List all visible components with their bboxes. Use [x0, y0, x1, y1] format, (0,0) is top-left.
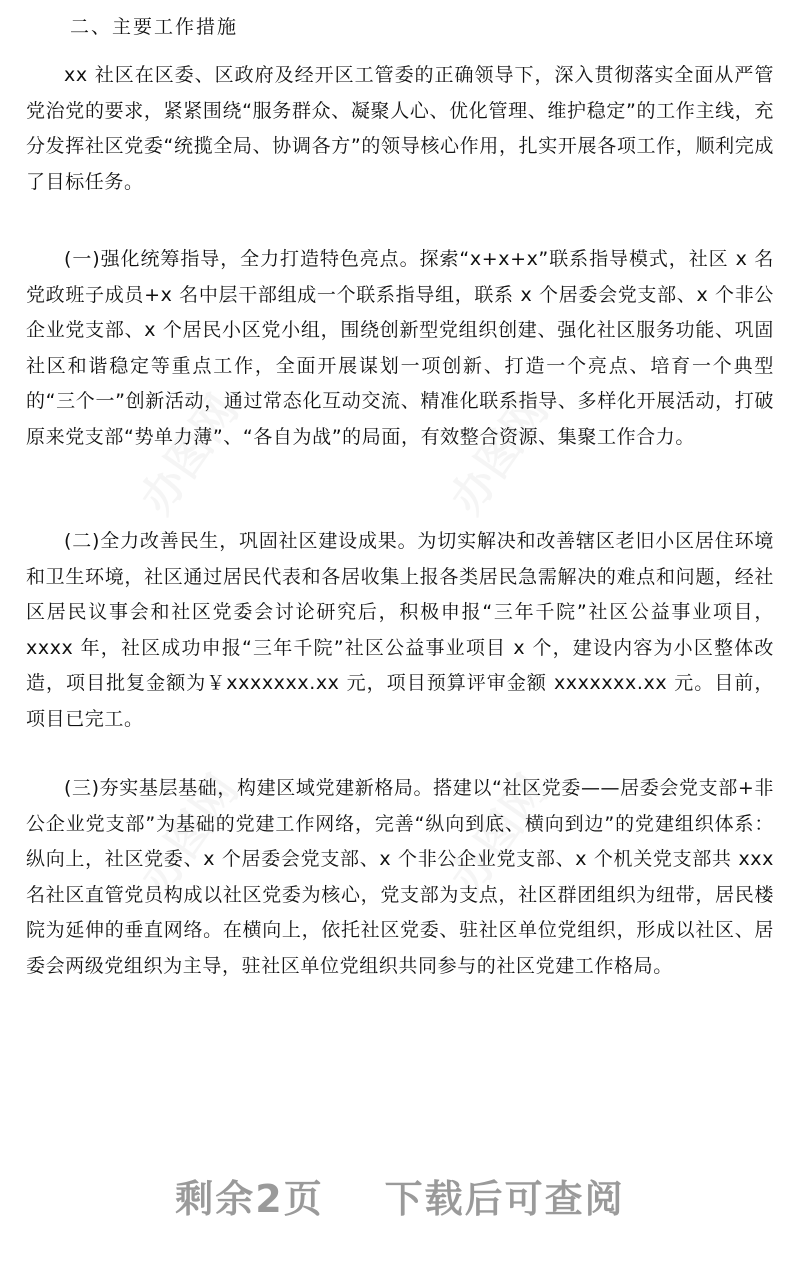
remaining-pages-label: 剩余2页: [175, 1177, 324, 1221]
download-prompt-label: 下载后可查阅: [384, 1177, 625, 1221]
paragraph-item-3: (三)夯实基层基础，构建区域党建新格局。搭建以“社区党委——居委会党支部+非公企业党支部”为基础的党建工作网络，完善“纵向到底、横向到边”的党建组织体系：纵向上，社区党委、x 个居委会党支部、x 个非公企业党支部、x 个机关党支部共 xxx 名社区直管党员构成以社区党委为核心，党支部为支点，社区群团组织为纽带，居民楼院为延伸的垂直网络。在横向上，依托社区党委、驻社区单位党组织，形成以社区、居委会两级党组织为主导，驻社区单位党组织共同参与的社区党建工作格局。: [26, 777, 774, 977]
paragraph-item-1: (一)强化统筹指导，全力打造特色亮点。探索“x+x+x”联系指导模式，社区 x 名党政班子成员+x 名中层干部组成一个联系指导组，联系 x 个居委会党支部、x 个非公企业党支部、x 个居民小区党小组，围绕创新型党组织创建、强化社区服务功能、巩固社区和谐稳定等重点工作，全面开展谋划一项创新、打造一个亮点、培育一个典型的“三个一”创新活动，通过常态化互动交流、精准化联系指导、多样化开展活动，打破原来党支部“势单力薄”、“各自为战”的局面，有效整合资源、集聚工作合力。: [26, 248, 774, 448]
section-heading: 二、主要工作措施: [70, 16, 239, 38]
download-banner[interactable]: [0, 1168, 800, 1223]
watermark: 办图网: [440, 385, 559, 524]
paragraph-item-2: (二)全力改善民生，巩固社区建设成果。为切实解决和改善辖区老旧小区居住环境和卫生环境，社区通过居民代表和各居收集上报各类居民急需解决的难点和问题，经社区居民议事会和社区党委会讨论研究后，积极申报“三年千院”社区公益事业项目，xxxx 年，社区成功申报“三年千院”社区公益事业项目 x 个，建设内容为小区整体改造，项目批复金额为￥xxxxxxx.xx 元，项目预算评审金额 xxxxxxx.xx 元。目前，项目已完工。: [26, 530, 774, 730]
paragraph-intro: xx 社区在区委、区政府及经开区工管委的正确领导下，深入贯彻落实全面从严管党治党的要求，紧紧围绕“服务群众、凝聚人心、优化管理、维护稳定”的工作主线，充分发挥社区党委“统揽全局、协调各方”的领导核心作用，扎实开展各项工作，顺利完成了目标任务。: [26, 64, 774, 193]
watermark: 办图网: [130, 765, 249, 904]
watermark: 办图网: [130, 385, 249, 524]
watermark: 办图网: [440, 765, 559, 904]
